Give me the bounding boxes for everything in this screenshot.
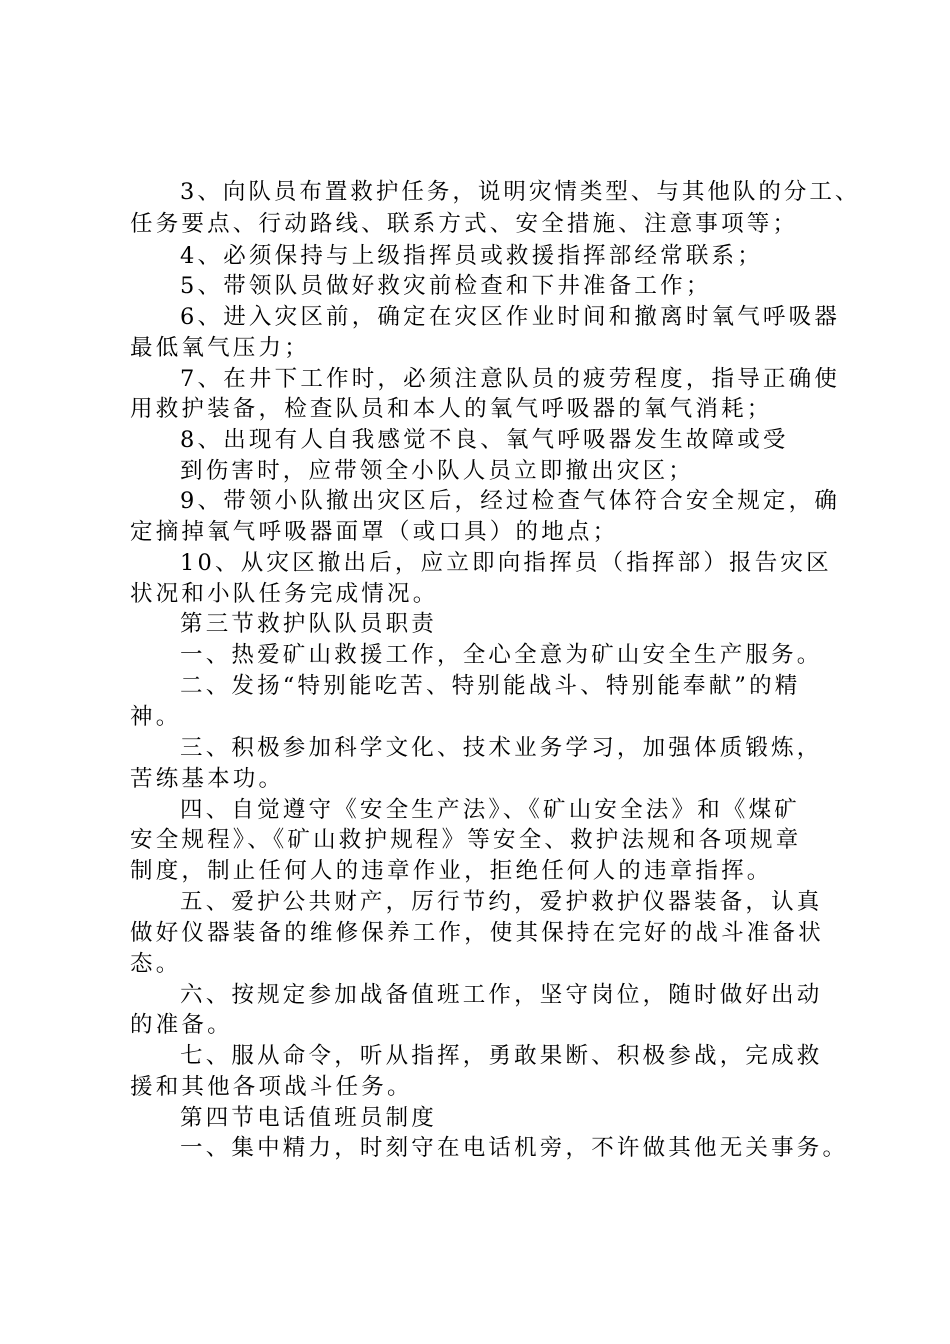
duty-7-line-1: 七、服从命令，听从指挥，勇敢果断、积极参战，完成救 [180, 1043, 823, 1069]
duty-6-line-2: 的准备。 [130, 1012, 233, 1038]
paragraph-6-line-2: 最低氧气压力； [130, 335, 310, 361]
paragraph-5: 5、带领队员做好救灾前检查和下井准备工作； [180, 273, 712, 299]
duty-5-line-3: 态。 [130, 951, 182, 977]
section-heading-4: 第四节电话值班员制度 [180, 1105, 438, 1131]
paragraph-8-line-2: 到伤害时，应带领全小队人员立即撤出灾区； [180, 458, 695, 484]
paragraph-9-line-2: 定摘掉氧气呼吸器面罩（或口具）的地点； [130, 519, 619, 545]
paragraph-3-line-2: 任务要点、行动路线、联系方式、安全措施、注意事项等； [130, 211, 799, 237]
duty-3-line-1: 三、积极参加科学文化、技术业务学习，加强体质锻炼， [180, 735, 823, 761]
duty-7-line-2: 援和其他各项战斗任务。 [130, 1074, 413, 1100]
duty-2-line-1: 二、发扬“特别能吃苦、特别能战斗、特别能奉献”的精 [180, 673, 801, 699]
duty-4-line-1: 四、自觉遵守《安全生产法》、《矿山安全法》和《煤矿 [180, 797, 801, 823]
paragraph-10-line-1: 10、从灾区撤出后，应立即向指挥员（指挥部）报告灾区 [180, 550, 832, 576]
duty-1: 一、热爱矿山救援工作，全心全意为矿山安全生产服务。 [180, 642, 823, 668]
paragraph-9-line-1: 9、带领小队撤出灾区后，经过检查气体符合安全规定，确 [180, 488, 841, 514]
paragraph-4: 4、必须保持与上级指挥员或救援指挥部经常联系； [180, 243, 763, 269]
duty-6-line-1: 六、按规定参加战备值班工作，坚守岗位，随时做好出动 [180, 982, 823, 1008]
paragraph-8-line-1: 8、出现有人自我感觉不良、氧气呼吸器发生故障或受 [180, 427, 789, 453]
paragraph-6-line-1: 6、进入灾区前，确定在灾区作业时间和撤离时氧气呼吸器 [180, 304, 841, 330]
duty-4-line-2: 安全规程》、《矿山救护规程》等安全、救护法规和各项规章 [130, 827, 802, 853]
section-heading-3: 第三节救护队队员职责 [180, 611, 438, 637]
duty-2-line-2: 神。 [130, 704, 182, 730]
phone-duty-1: 一、集中精力，时刻守在电话机旁，不许做其他无关事务。 [180, 1135, 849, 1161]
paragraph-3-line-1: 3、向队员布置救护任务，说明灾情类型、与其他队的分工、 [180, 179, 861, 205]
duty-5-line-1: 五、爱护公共财产，厉行节约，爱护救护仪器装备，认真 [180, 889, 823, 915]
paragraph-7-line-2: 用救护装备，检查队员和本人的氧气呼吸器的氧气消耗； [130, 396, 773, 422]
paragraph-10-line-2: 状况和小队任务完成情况。 [130, 581, 439, 607]
duty-3-line-2: 苦练基本功。 [130, 766, 285, 792]
duty-5-line-2: 做好仪器装备的维修保养工作，使其保持在完好的战斗准备状 [130, 920, 824, 946]
paragraph-7-line-1: 7、在井下工作时，必须注意队员的疲劳程度，指导正确使 [180, 366, 841, 392]
duty-4-line-3: 制度，制止任何人的违章作业，拒绝任何人的违章指挥。 [130, 858, 773, 884]
